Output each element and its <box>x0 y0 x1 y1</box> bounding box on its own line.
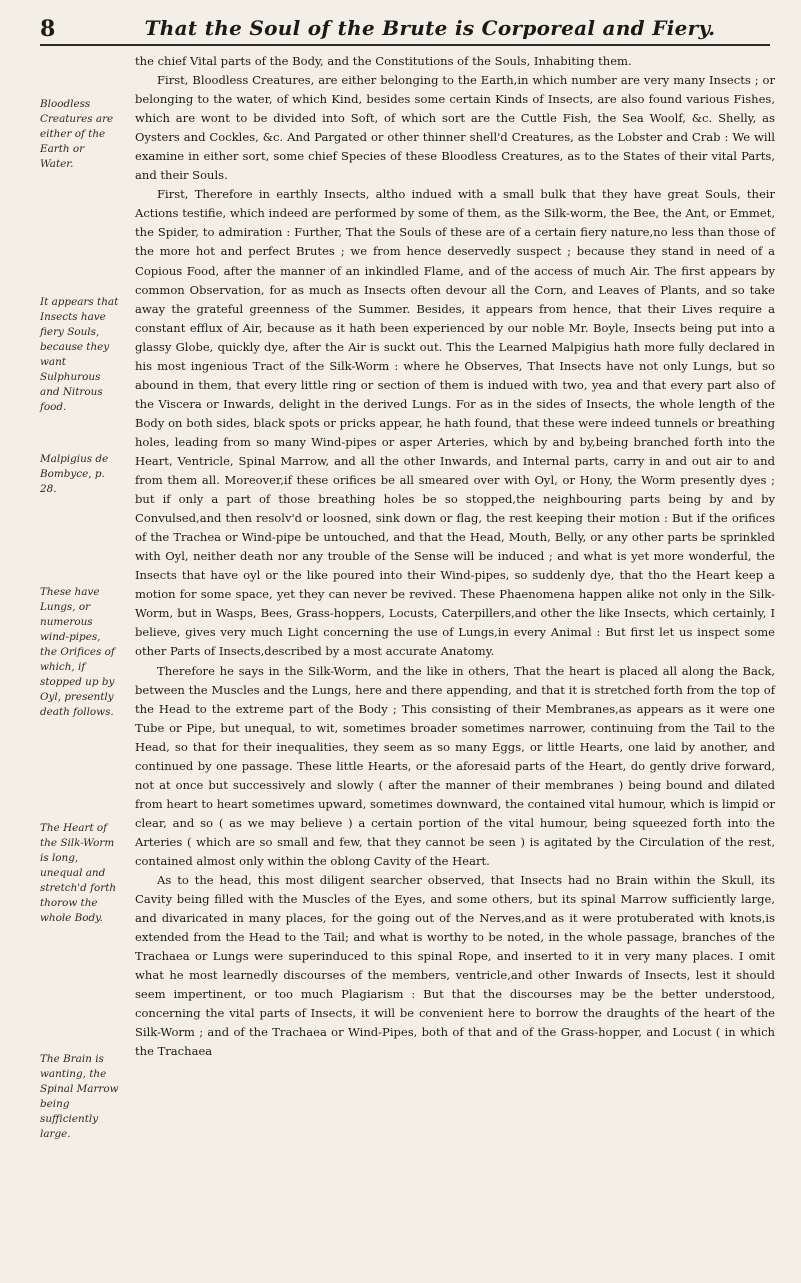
running-header <box>40 10 770 46</box>
margin-note-bloodless: Bloodless Creatures are either of the Earth or Water. <box>40 98 114 170</box>
paragraph-heart: Therefore he says in the Silk-Worm, and the like in others, That the heart is placed all along the Back, between the Muscles and the Lungs, here and there appending, and that it is stretched forth from the top of the Head to the extreme part of the Body ; This consisting of their Membranes,as appears as it were one Tube or Pipe, but unequal, to wit, sometimes broader sometimes narrower, continuing from the Tail to the Head, so that for their inequalities, they seem as so many Eggs, or little Hearts, one laid by another, and continued by one passage. These little Hearts, or the aforesaid parts of the Heart, do gently drive forward, not at once but successively and slowly ( after the manner of their membranes ) being bound and dilated from heart to heart sometimes upward, sometimes downward, the contained vital humour, which is limpid or clear, and so ( as we may believe ) a certain portion of the vital humour, being squeezed forth into the Arteries ( which are so small and few, that they cannot be seen ) is agitated by the Circulation of the rest, contained almost only within the oblong Cavity of the Heart. <box>135 663 775 868</box>
paragraph-insect-souls: First, Therefore in earthly Insects, altho indued with a small bulk that they have great Souls, their Actions testifie, which indeed are performed by some of them, as the Silk-worm, the Bee, the Ant, or Emmet, the Spider, to admiration : Further, That the Souls of these are of a certain fiery nature,no less than those of the more hot and perfect Brutes ; we from hence deservedly suspect ; because they stand in need of a Copious Food, after the manner of an inkindled Flame, and of the access of much Air. The first appears by common Observation, for as much as Insects often devour all the Corn, and Leaves of Plants, and so take away the grateful greenness of the Summer. Besides, it appears from hence, that their Lives require a constant efflux of Air, because as it hath been experienced by our noble Mr. Boyle, Insects being put into a glassy Globe, quickly dye, after the Air is suckt out. This the Learned Malpigius hath more fully declared in his most ingenious Tract of the Silk-Worm : where he Observes, That Insects have not only Lungs, but so abound in them, that every little ring or section of them is indued with two, yea and that every part also of the Viscera or Inwards, delight in the derived Lungs. For as in the sides of Insects, the whole length of the Body on both sides, black spots or pricks appear, he hath found, that these were indeed tunnels or breathing holes, leading from so many Wind-pipes or asper Arteries, which by and by,being branched forth into the Heart, Ventricle, Spinal Marrow, and all the other Inwards, and Internal parts, carry in and out air to and from them all. Moreover,if these orifices be all smeared over with Oyl, or Hony, the Worm presently dyes ; but if only a part of those breathing holes be so stopped,the neighbouring parts being by and by Convulsed,and then resolv'd or loosned, sink down or flag, the rest keeping their motion : But if the orifices of the Trachea or Wind-pipe be untouched, and that the Head, Mouth, Belly, or any other parts be sprinkled with Oyl, neither death nor any trouble of the Sense will be induced ; and what is yet more wonderful, the Insects that have oyl or the like poured into their Wind-pipes, so suddenly dye, that tho the Heart keep a motion for some space, yet they can never be revived. These Phaenomena happen alike not only in the Silk-Worm, but in Wasps, Bees, Grass-hoppers, Locusts, Caterpillers,and other the like Insects, which certainly, I believe, gives very much Light concerning the use of Lungs,in every Animal : But first let us inspect some other Parts of Insects,described by a most accurate Anatomy. <box>135 187 775 659</box>
paragraph-intro: the chief Vital parts of the Body, and the Constitutions of the Souls, Inhabiting them. <box>135 54 632 68</box>
paragraph-head: As to the head, this most diligent searcher observed, that Insects had no Brain within the Skull, its Cavity being filled with the Muscles of the Eyes, and some others, but its spinal Marrow sufficiently large, and divaricated in many places, for the going out of the Nerves,and as it were protuberated with knots,is extended from the Head to the Tail; and what is worthy to be noted, in the whole passage, branches of the Trachaea or Lungs were superinduced to this spinal Rope, and inserted to it in very many places. I omit what he most learnedly discourses of the members, ventricle,and other Inwards of Insects, lest it should seem impertinent, or too much Plagiarism : But that the discourses may be the better understood, concerning the vital parts of Insects, it will be convenient here to borrow the draughts of the heart of the Silk-Worm ; and of the Trachaea or Wind-Pipes, both of that and of the Grass-hopper, and Locust ( in which the Trachaea <box>135 873 775 1059</box>
margin-note-lungs: These have Lungs, or numerous wind-pipes, the Orifices of which, if stopped up by Oyl, presently death follows. <box>40 586 115 718</box>
paragraph-bloodless: First, Bloodless Creatures, are either belonging to the Earth,in which number are very many Insects ; or belonging to the water, of which Kind, besides some certain Kinds of Insects, are also found various Fishes, which are wont to be divided into Soft, of which sort are the Cuttle Fish, the Sea Woolf, &c. Shelly, as Oysters and Cockles, &c. And Pargated or other thinner shell'd Creatures, as the Lobster and Crab : We will examine in either sort, some chief Species of these Bloodless Creatures, as to the States of their vital Parts, and their Souls. <box>135 73 775 183</box>
body-text <box>135 52 775 1061</box>
page-number: 8 <box>40 16 56 42</box>
margin-note-fiery-souls: It appears that Insects have fiery Souls, because they want Sulphurous and Nitrous food. <box>40 296 119 413</box>
running-title: That the Soul of the Brute is Corporeal and Fiery. <box>144 16 716 40</box>
margin-note-brain: The Brain is wanting, the Spinal Marrow being sufficiently large. <box>40 1053 119 1140</box>
margin-note-heart: The Heart of the Silk-Worm is long, unequal and stretch'd forth thorow the whole Body. <box>40 822 117 924</box>
margin-note-malpigius: Malpigius de Bombyce, p. 28. <box>40 453 109 495</box>
